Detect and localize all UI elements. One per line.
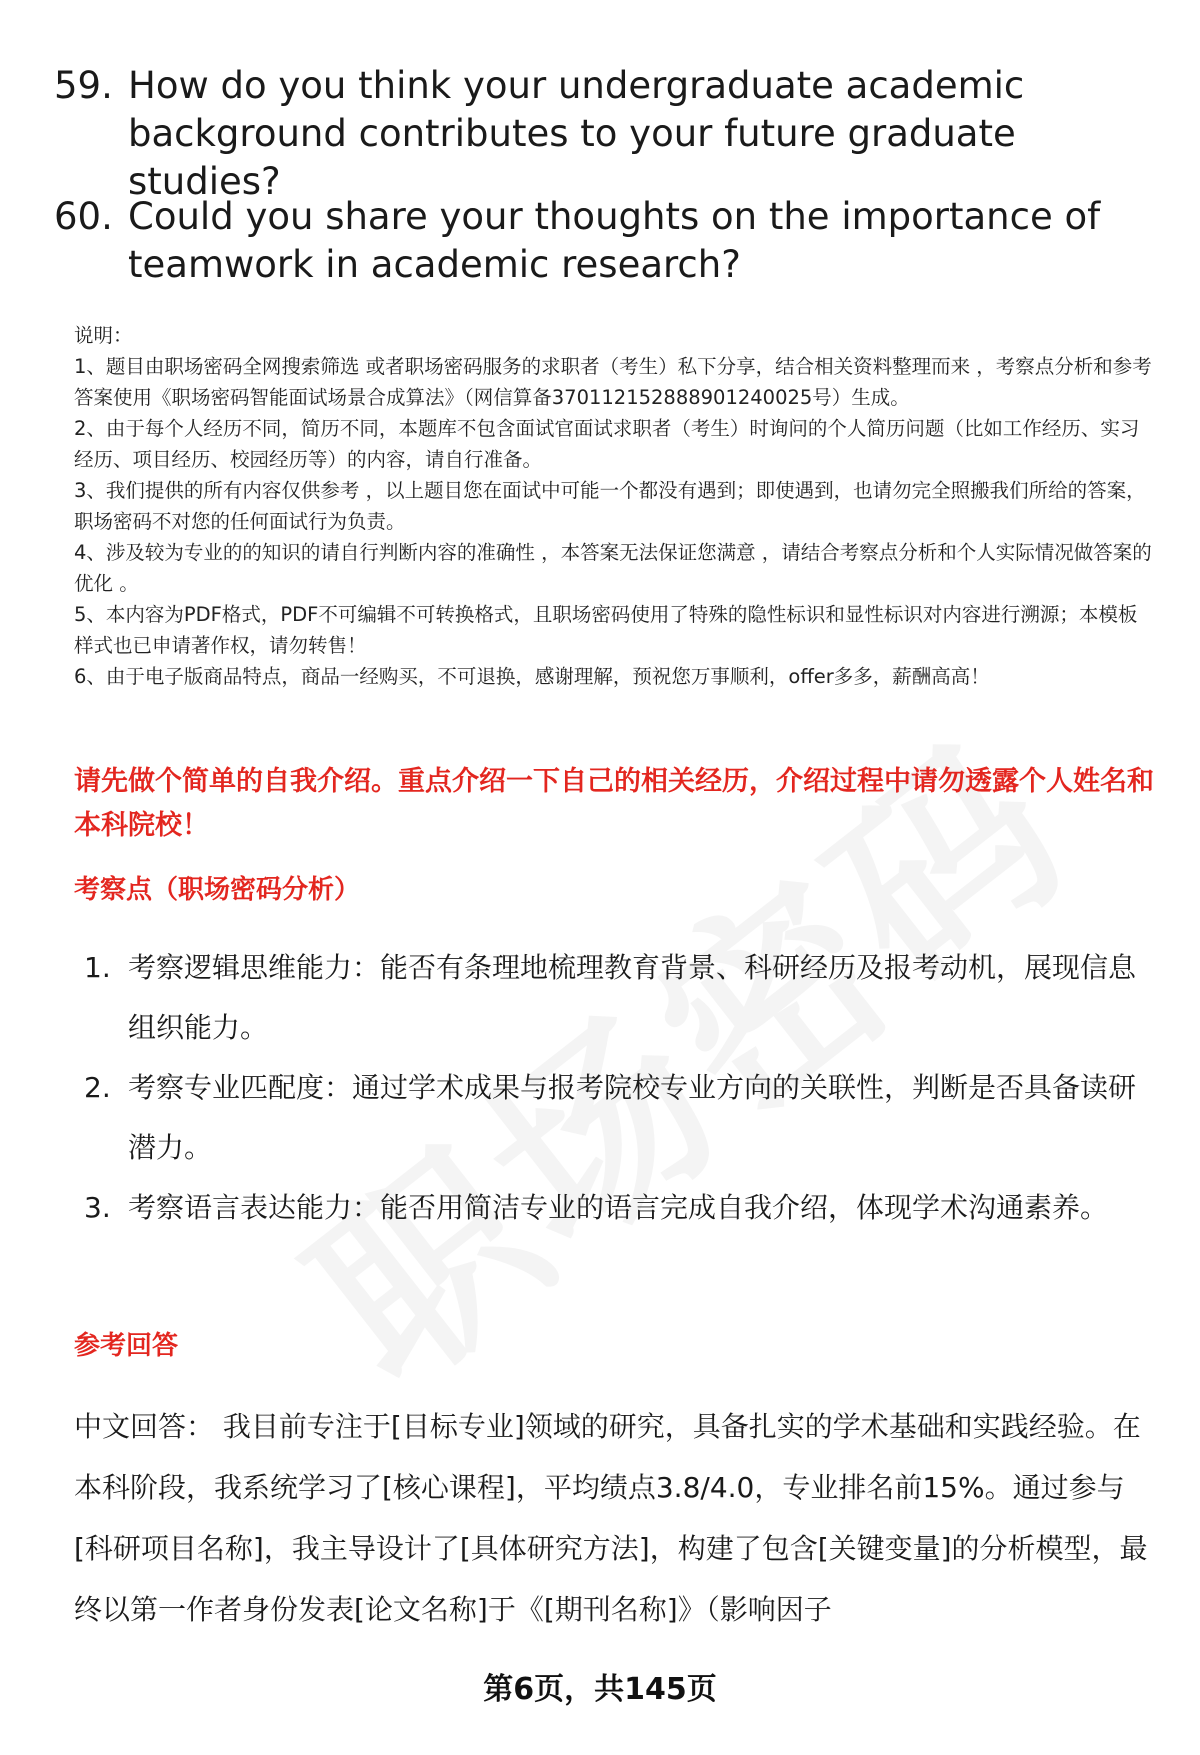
- point-text: 考察逻辑思维能力：能否有条理地梳理教育背景、科研经历及报考动机，展现信息组织能力。: [128, 951, 1137, 1044]
- question-text: How do you think your undergraduate academic background contributes to your future graduate studies?: [128, 64, 1025, 203]
- interview-question-title: 请先做个简单的自我介绍。重点介绍一下自己的相关经历，介绍过程中请勿透露个人姓名和本科院校！: [74, 766, 1154, 841]
- analysis-points: [84, 938, 1144, 1238]
- point-number: 2.: [84, 1071, 111, 1104]
- notes-section: [74, 320, 1154, 692]
- analysis-point: [84, 1058, 1144, 1178]
- notes-item: 1、题目由职场密码全网搜索筛选 或者职场密码服务的求职者（考生）私下分享，结合相关资料整理而来 ，考察点分析和参考答案使用《职场密码智能面试场景合成算法》（网信算备370112152888901240025号）生成。: [74, 355, 1152, 409]
- reference-answer: 中文回答： 我目前专注于[目标专业]领域的研究，具备扎实的学术基础和实践经验。在本科阶段，我系统学习了[核心课程]，平均绩点3.8/4.0，专业排名前15%。通过参与[科研项目名称]，我主导设计了[具体研究方法]，构建了包含[关键变量]的分析模型，最终以第一作者身份发表[论文名称]于《[期刊名称]》（影响因子: [74, 1410, 1148, 1626]
- notes-item: 6、由于电子版商品特点，商品一经购买，不可退换，感谢理解，预祝您万事顺利，offer多多，薪酬高高！: [74, 665, 990, 688]
- notes-item: 4、涉及较为专业的的知识的请自行判断内容的准确性 ，本答案无法保证您满意 ，请结合考察点分析和个人实际情况做答案的优化 。: [74, 541, 1152, 595]
- question-number: 59.: [54, 64, 113, 107]
- point-number: 1.: [84, 951, 111, 984]
- reference-heading: 参考回答: [74, 1331, 179, 1361]
- notes-item: 5、本内容为PDF格式，PDF不可编辑不可转换格式，且职场密码使用了特殊的隐性标识和显性标识对内容进行溯源；本模板样式也已申请著作权，请勿转售！: [74, 603, 1138, 657]
- analysis-point: [84, 938, 1144, 1058]
- question-number: 60.: [54, 195, 113, 238]
- notes-item: 3、我们提供的所有内容仅供参考 ，以上题目您在面试中可能一个都没有遇到；即使遇到，也请勿完全照搬我们所给的答案，职场密码不对您的任何面试行为负责。: [74, 479, 1146, 533]
- analysis-heading: 考察点（职场密码分析）: [74, 875, 361, 905]
- point-text: 考察语言表达能力：能否用简洁专业的语言完成自我介绍，体现学术沟通素养。: [128, 1191, 1109, 1224]
- notes-item: 2、由于每个人经历不同，简历不同，本题库不包含面试官面试求职者（考生）时询问的个人简历问题（比如工作经历、实习经历、项目经历、校园经历等）的内容，请自行准备。: [74, 417, 1140, 471]
- point-number: 3.: [84, 1191, 111, 1224]
- notes-title: 说明：: [74, 324, 133, 347]
- analysis-point: [84, 1178, 1144, 1238]
- point-text: 考察专业匹配度：通过学术成果与报考院校专业方向的关联性，判断是否具备读研潜力。: [128, 1071, 1137, 1164]
- question-text: Could you share your thoughts on the importance of teamwork in academic research?: [128, 195, 1101, 286]
- page-footer: 第6页，共145页: [483, 1672, 717, 1707]
